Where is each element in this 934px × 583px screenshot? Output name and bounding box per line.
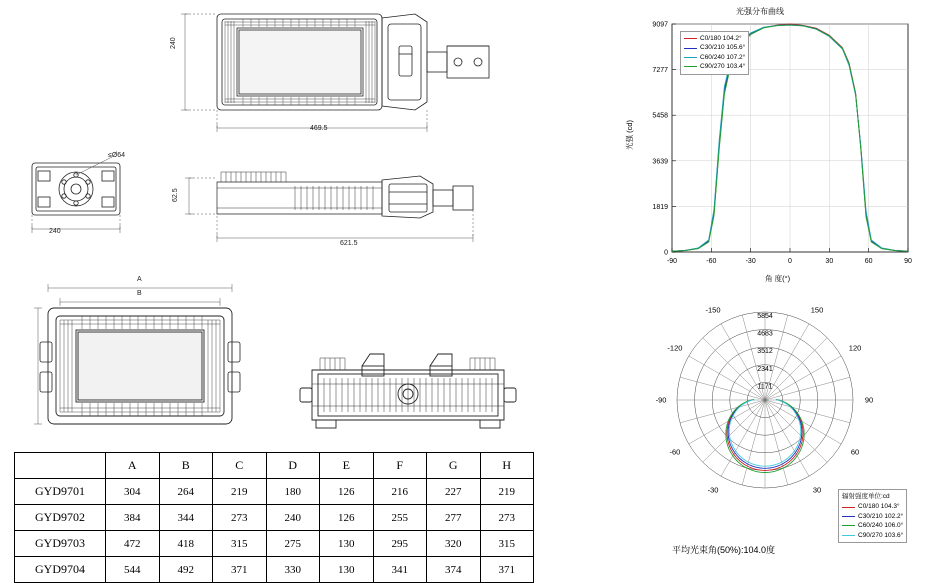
svg-text:5458: 5458 [652,112,668,120]
intensity-y-axis-label: 光强 (cd) [625,120,634,150]
legend-item [684,34,745,43]
table-cell: 126 [320,479,374,505]
legend-swatch-c90 [842,535,855,536]
legend-item [842,512,903,521]
table-cell: 418 [159,531,213,557]
legend-swatch-c30 [842,516,855,517]
table-cell: 320 [427,531,481,557]
svg-text:90: 90 [864,395,874,405]
table-cell: 255 [373,505,427,531]
svg-text:120: 120 [848,343,862,353]
table-cell-model: GYD9704 [15,557,106,583]
legend-label: C30/210 105.6° [700,44,746,52]
table-header-cell: E [320,453,374,479]
front-view-drawing [30,272,250,442]
svg-text:60: 60 [850,447,860,457]
top-view-drawing [175,8,505,138]
legend-swatch-c60 [684,57,697,58]
table-row [15,531,534,557]
table-cell: 544 [106,557,160,583]
table-header-cell: F [373,453,427,479]
svg-text:1171: 1171 [757,383,773,391]
table-cell-model: GYD9702 [15,505,106,531]
table-cell: 330 [266,557,320,583]
svg-text:2341: 2341 [757,365,773,373]
table-cell: 344 [159,505,213,531]
front-view-dim-b: B [137,290,142,297]
legend-swatch-c90 [684,66,697,67]
legend-item [842,521,903,530]
legend-label: C90/270 103.6° [858,531,904,539]
svg-text:3639: 3639 [652,158,668,166]
svg-text:0: 0 [788,258,792,265]
table-cell: 275 [266,531,320,557]
front-view-dim-a: A [137,276,142,283]
table-cell: 374 [427,557,481,583]
table-cell: 264 [159,479,213,505]
table-cell: 371 [213,557,267,583]
table-cell: 219 [480,479,534,505]
polar-footer-label: 平均光束角(50%):104.0度 [672,545,776,555]
table-header-cell: A [106,453,160,479]
table-header-cell: G [427,453,481,479]
legend-label: C60/240 107.2° [700,53,746,61]
table-cell: 341 [373,557,427,583]
legend-swatch-c0 [684,38,697,39]
svg-text:3512: 3512 [757,348,773,356]
table-cell: 277 [427,505,481,531]
table-header-cell: D [266,453,320,479]
svg-text:90: 90 [904,258,912,265]
svg-text:5854: 5854 [757,313,773,320]
svg-text:150: 150 [810,305,824,315]
intensity-chart [620,14,920,279]
table-cell: 371 [480,557,534,583]
end-view-hole-label: ≤Ø64 [108,152,126,159]
svg-text:-30: -30 [707,485,719,495]
svg-text:-90: -90 [666,258,678,265]
polar-legend [838,489,907,543]
svg-text:7277: 7277 [652,67,668,75]
legend-label: C30/210 102.2° [858,512,904,520]
legend-label: C90/270 103.4° [700,63,746,71]
table-cell: 273 [480,505,534,531]
table-cell: 130 [320,531,374,557]
table-cell: 219 [213,479,267,505]
top-view-width-dim: 469.5 [310,125,328,132]
svg-text:-120: -120 [667,343,683,353]
top-view-height-dim: 240 [170,37,177,49]
spec-table [14,452,534,583]
table-cell: 273 [213,505,267,531]
table-header-cell: H [480,453,534,479]
table-cell: 492 [159,557,213,583]
svg-text:0: 0 [664,249,668,257]
legend-swatch-c30 [684,48,697,49]
legend-swatch-c60 [842,525,855,526]
table-cell: 304 [106,479,160,505]
table-cell: 384 [106,505,160,531]
table-header-row [15,453,534,479]
end-view-width-dim: 240 [49,228,61,235]
svg-text:1819: 1819 [652,203,668,211]
table-cell: 180 [266,479,320,505]
svg-text:-30: -30 [745,258,756,265]
side-view-drawing [175,158,505,250]
table-cell: 472 [106,531,160,557]
side-view-width-dim: 621.5 [340,240,358,247]
legend-label: C60/240 106.0° [858,522,904,530]
table-row [15,557,534,583]
legend-item [842,502,903,511]
svg-text:9097: 9097 [652,21,668,29]
table-cell: 126 [320,505,374,531]
table-cell-model: GYD9701 [15,479,106,505]
table-header-cell [15,453,106,479]
svg-text:-150: -150 [705,305,721,315]
table-row [15,479,534,505]
table-cell: 227 [427,479,481,505]
svg-text:30: 30 [812,485,822,495]
table-cell: 315 [213,531,267,557]
intensity-x-axis-label: 角 度(°) [765,274,791,283]
table-header-cell: B [159,453,213,479]
profile-view-drawing [300,348,520,444]
legend-item [684,53,745,62]
intensity-chart-title: 光强分布曲线 [736,7,784,16]
legend-label: C0/180 104.3° [858,503,900,511]
polar-legend-title: 辐射强度单位:cd [842,493,890,500]
svg-text:-60: -60 [706,258,717,265]
legend-swatch-c0 [842,507,855,508]
side-view-height-dim: 62.5 [172,188,179,202]
table-header-cell: C [213,453,267,479]
table-cell: 315 [480,531,534,557]
legend-item [842,531,903,540]
table-cell: 295 [373,531,427,557]
legend-item [684,43,745,52]
svg-text:-60: -60 [669,447,681,457]
svg-text:-90: -90 [655,395,667,405]
legend-label: C0/180 104.2° [700,35,742,42]
end-view-drawing [14,155,139,240]
svg-text:4683: 4683 [757,330,773,338]
intensity-legend [680,31,749,75]
table-cell-model: GYD9703 [15,531,106,557]
table-row [15,505,534,531]
table-cell: 240 [266,505,320,531]
svg-text:60: 60 [864,258,873,265]
svg-text:30: 30 [825,258,834,265]
legend-item [684,62,745,71]
table-cell: 130 [320,557,374,583]
table-cell: 216 [373,479,427,505]
